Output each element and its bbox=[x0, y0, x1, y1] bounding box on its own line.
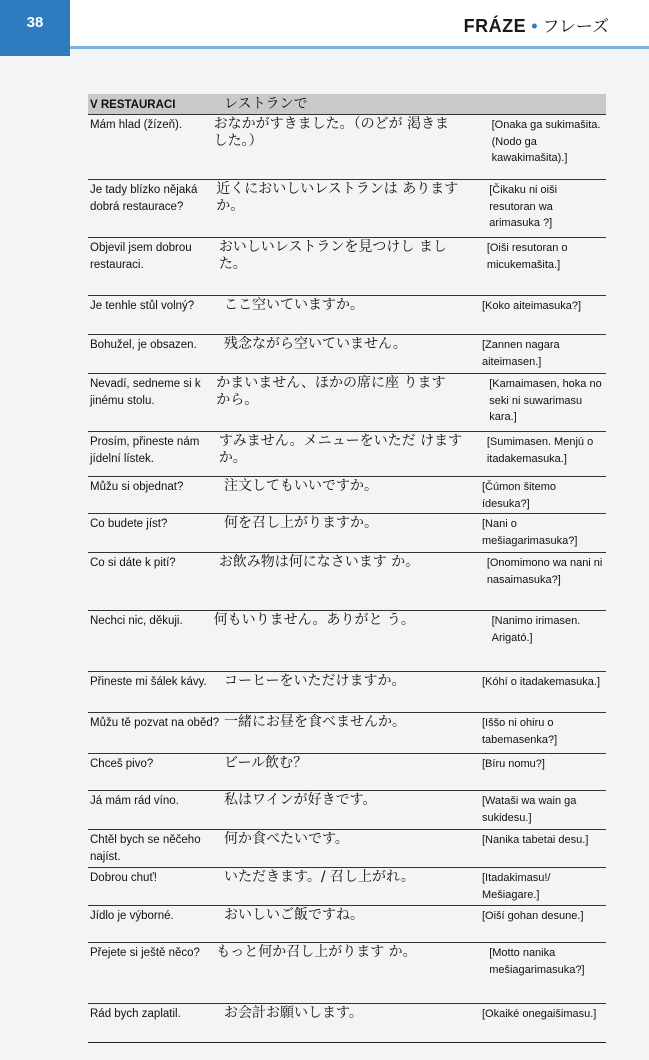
table-row bbox=[88, 114, 606, 179]
table-row bbox=[88, 942, 606, 1003]
czech-phrase: Jídlo je výborné. bbox=[90, 910, 174, 922]
table-row bbox=[88, 179, 606, 237]
czech-phrase: Nechci nic, děkuji. bbox=[90, 615, 183, 627]
table-row bbox=[88, 295, 606, 334]
title-czech: FRÁZE bbox=[463, 16, 527, 36]
japanese-phrase: もっと何か召し上がります か。 bbox=[216, 944, 417, 960]
czech-phrase: Rád bych zaplatil. bbox=[90, 1008, 181, 1020]
japanese-phrase: 残念ながら空いていません。 bbox=[224, 336, 407, 352]
romanization: [Onomimono wa nani ni nasaimasuka?] bbox=[486, 557, 603, 586]
section-blank bbox=[482, 103, 606, 105]
section-czech: V RESTAURACI bbox=[90, 98, 176, 111]
czech-phrase: Bohužel, je obsazen. bbox=[90, 339, 197, 351]
japanese-phrase: ビール飲む？ bbox=[224, 755, 308, 771]
japanese-phrase: 近くにおいしいレストランは ありますか。 bbox=[216, 181, 459, 214]
table-row bbox=[88, 476, 606, 513]
czech-phrase: Můžu tě pozvat na oběd? bbox=[90, 717, 220, 729]
czech-phrase: Co budete jíst? bbox=[90, 518, 168, 530]
table-row bbox=[88, 373, 606, 431]
table-row bbox=[88, 790, 606, 829]
romanization: [Wataši wa wain ga sukidesu.] bbox=[482, 795, 577, 824]
title-separator: • bbox=[531, 16, 538, 36]
czech-phrase: Chceš pivo? bbox=[90, 758, 154, 770]
japanese-phrase: おいしいレストランを見つけし ました。 bbox=[218, 239, 447, 272]
japanese-phrase: すみません。メニューをいただ けますか。 bbox=[218, 433, 463, 466]
czech-phrase: Chtěl bych se něčeho najíst. bbox=[90, 834, 201, 863]
romanization: [Oiší gohan desune.] bbox=[482, 910, 584, 922]
czech-phrase: Nevadí, sedneme si k jinému stolu. bbox=[90, 378, 201, 407]
table-row bbox=[88, 867, 606, 905]
japanese-phrase: おなかがすきました。（のどが 渇きました。） bbox=[213, 116, 450, 149]
romanization: [Zannen nagara aiteimasen.] bbox=[482, 339, 560, 368]
japanese-phrase: いただきます。/ 召し上がれ。 bbox=[224, 869, 415, 885]
table-row bbox=[88, 1003, 606, 1042]
romanization: [Itadakimasu!/ Mešiagare.] bbox=[482, 872, 551, 901]
japanese-phrase: お飲み物は何になさいます か。 bbox=[218, 554, 420, 570]
czech-phrase: Co si dáte k pití? bbox=[90, 557, 176, 569]
romanization: [Bíru nomu?] bbox=[482, 758, 545, 770]
table-row bbox=[88, 610, 606, 671]
romanization: [Koko aiteimasuka?] bbox=[482, 300, 582, 312]
japanese-phrase: ここ空いていますか。 bbox=[224, 297, 364, 313]
czech-phrase: Přejete si ještě něco? bbox=[90, 947, 200, 959]
japanese-phrase: コーヒーをいただけますか。 bbox=[224, 673, 406, 689]
czech-phrase: Prosím, přineste nám jídelní lístek. bbox=[90, 436, 200, 465]
romanization: [Kamaimasen, hoka no seki ni suwarimasu kara.] bbox=[489, 378, 602, 423]
romanization: [Nani o mešiagarimasuka?] bbox=[482, 518, 578, 547]
romanization: [Oiši resutoran o micukemašita.] bbox=[486, 242, 568, 271]
phrase-table bbox=[88, 94, 606, 1043]
table-row bbox=[88, 513, 606, 552]
page-number-tab bbox=[0, 46, 70, 56]
table-row bbox=[88, 753, 606, 790]
romanization: [Okaiké onegaišimasu.] bbox=[482, 1008, 597, 1020]
romanization: [Čikaku ni oiši resutoran wa arimasuka ?] bbox=[489, 184, 558, 229]
czech-phrase: Dobrou chuť! bbox=[90, 872, 157, 884]
japanese-phrase: おいしいご飯ですね。 bbox=[224, 907, 364, 923]
czech-phrase: Je tady blízko nějaká dobrá restaurace? bbox=[90, 184, 198, 213]
czech-phrase: Objevil jsem dobrou restauraci. bbox=[90, 242, 192, 271]
czech-phrase: Mám hlad (žízeň). bbox=[90, 119, 183, 131]
header-stripe bbox=[0, 46, 649, 49]
czech-phrase: Já mám rád víno. bbox=[90, 795, 179, 807]
romanization: [Onaka ga sukimašita. (Nodo ga kawakimašita).] bbox=[491, 119, 601, 164]
czech-phrase: Můžu si objednat? bbox=[90, 481, 184, 493]
romanization: [Motto nanika mešiagarimasuka?] bbox=[489, 947, 585, 976]
japanese-phrase: 私はワインが好きです。 bbox=[224, 792, 377, 808]
czech-phrase: Je tenhle stůl volný? bbox=[90, 300, 195, 312]
table-row bbox=[88, 671, 606, 712]
page-title bbox=[464, 12, 609, 37]
japanese-phrase: 注文してもいいですか。 bbox=[224, 478, 378, 494]
table-row bbox=[88, 237, 606, 295]
title-japanese: フレーズ bbox=[542, 17, 609, 37]
romanization: [Kóhí o itadakemasuka.] bbox=[482, 676, 601, 688]
czech-phrase: Přineste mi šálek kávy. bbox=[90, 676, 207, 688]
japanese-phrase: お会計お願いします。 bbox=[224, 1005, 363, 1021]
table-row bbox=[88, 431, 606, 476]
japanese-phrase: 何か食べたいです。 bbox=[224, 831, 349, 847]
japanese-phrase: 何もいりません。ありがと う。 bbox=[213, 612, 415, 628]
table-row bbox=[88, 829, 606, 867]
page-number: 38 bbox=[0, 0, 70, 46]
table-row bbox=[88, 905, 606, 942]
romanization: [Sumimasen. Menjú o itadakemasuka.] bbox=[486, 436, 594, 465]
section-header-row bbox=[88, 94, 606, 114]
romanization: [Nanimo irimasen. Arigató.] bbox=[491, 615, 581, 644]
romanization: [Čúmon šitemo ídesuka?] bbox=[482, 481, 556, 510]
table-row bbox=[88, 552, 606, 610]
japanese-phrase: 一緒にお昼を食べませんか。 bbox=[224, 714, 406, 730]
page-header bbox=[0, 0, 649, 46]
romanization: [Iššo ni ohiru o tabemasenka?] bbox=[482, 717, 558, 746]
table-row bbox=[88, 712, 606, 753]
japanese-phrase: 何を召し上がりますか。 bbox=[224, 515, 378, 531]
romanization: [Nanika tabetai desu.] bbox=[482, 834, 589, 846]
japanese-phrase: かまいません、ほかの席に座 りますから。 bbox=[216, 375, 446, 408]
section-japanese: レストランで bbox=[224, 96, 308, 112]
table-row bbox=[88, 334, 606, 373]
